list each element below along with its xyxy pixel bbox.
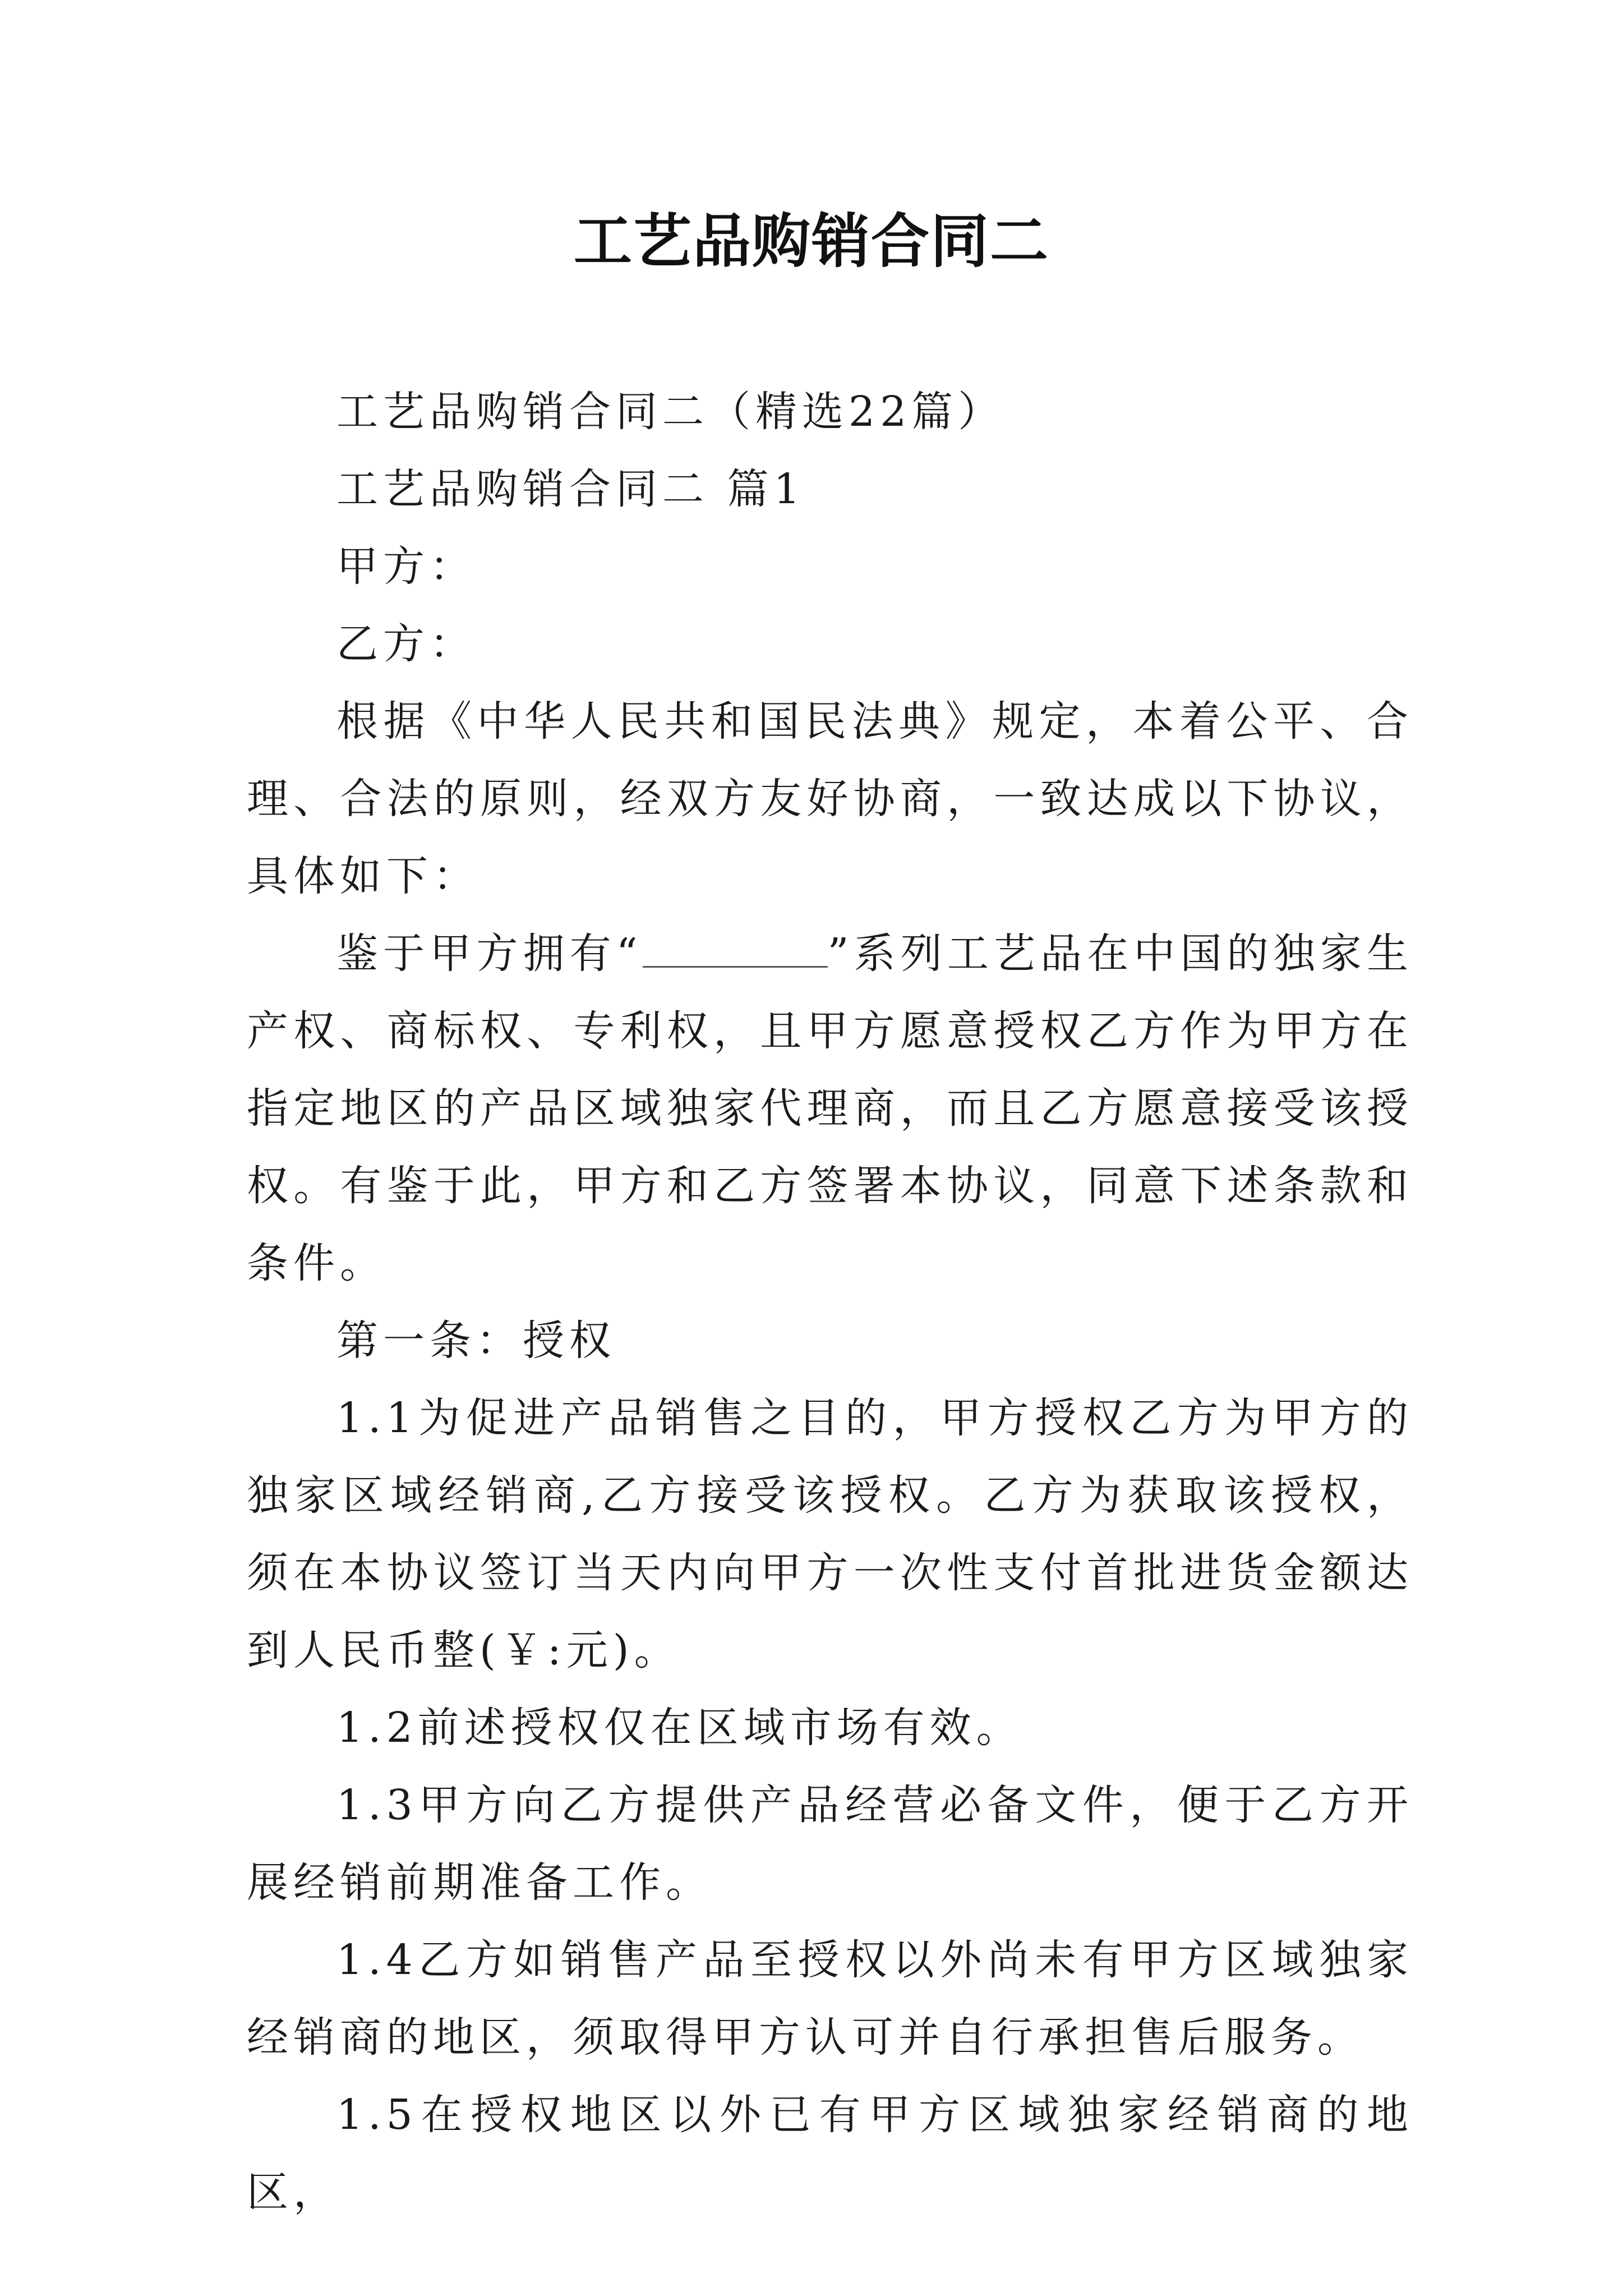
clause-1-5: 1.5在授权地区以外已有甲方区域独家经销商的地区，	[247, 2091, 1413, 2216]
clause-1-3: 1.3甲方向乙方提供产品经营必备文件，便于乙方开展经销前期准备工作。	[247, 1781, 1413, 1907]
clause-1-2: 1.2前述授权仅在区域市场有效。	[336, 1704, 1023, 1752]
brand-blank-line	[643, 935, 828, 968]
recital-text-start: 鉴于甲方拥有“	[336, 930, 643, 978]
recital-text-end: ”系列工艺品在中国的独家生产权、商标权、专利权，且甲方愿意授权乙方作为甲方在指定地区的产品区域独家代理商，而且乙方愿意接受该授权。有鉴于此，甲方和乙方签署本协议，同意下述条款和条件。	[247, 930, 1413, 1287]
document-title: 工艺品购销合同二	[573, 207, 1049, 275]
article-1-heading: 第一条：授权	[336, 1317, 616, 1365]
party-b-line: 乙方：	[336, 620, 476, 668]
recital-paragraph	[247, 915, 1413, 1302]
party-a-line: 甲方：	[336, 542, 476, 591]
section-heading: 工艺品购销合同二 篇1	[336, 465, 805, 513]
subtitle-line: 工艺品购销合同二（精选22篇）	[336, 388, 1005, 436]
preamble-paragraph: 根据《中华人民共和国民法典》规定，本着公平、合理、合法的原则，经双方友好协商，一致达成以下协议，具体如下：	[247, 697, 1413, 900]
document-body	[247, 373, 1413, 2231]
clause-1-4: 1.4乙方如销售产品至授权以外尚未有甲方区域独家经销商的地区，须取得甲方认可并自行承担售后服务。	[247, 1936, 1413, 2062]
clause-1-1: 1.1为促进产品销售之目的，甲方授权乙方为甲方的独家区域经销商,乙方接受该授权。乙方为获取该授权，须在本协议签订当天内向甲方一次性支付首批进货金额达到人民币整(￥:元)。	[247, 1394, 1413, 1674]
